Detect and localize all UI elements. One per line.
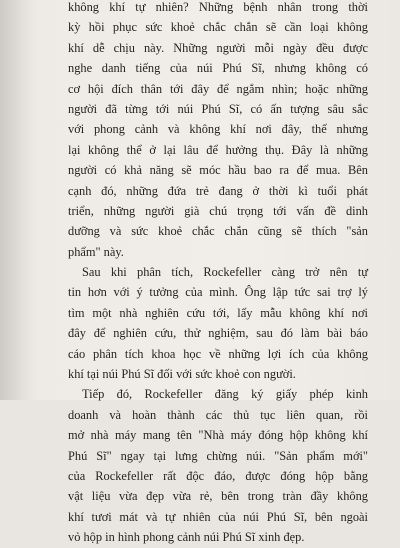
- text-line: khí tươi mát và tự nhiên của núi Phú Sĩ, bên ngoài: [68, 509, 368, 524]
- text-line: người đã từng tới núi Phú Sĩ, có ấn tượng sâu sắc: [68, 101, 368, 116]
- text-line: với phong cảnh và không khí nơi đây, thế nhưng: [68, 122, 368, 137]
- text-line: cạnh đó, những đứa trẻ đang ở thời kì tuổi phát: [68, 183, 368, 198]
- text-line: nghe danh tiếng của núi Phú Sĩ, nhưng không có: [68, 61, 368, 76]
- text-line: Phú Sĩ" ngay tại lưng chừng núi. "Sản phẩm mới": [68, 448, 368, 463]
- text-line: kỳ hồi phục sức khoẻ chắc chắn sẽ cần loại không: [68, 20, 368, 35]
- text-line: vật liệu vừa đẹp vừa rẻ, bên trong tràn đầy không: [68, 489, 368, 504]
- text-line: khí tại núi Phú Sĩ đối với sức khoẻ con người.: [68, 367, 296, 382]
- text-line: cáo phân tích khoa học về những lợi ích của không: [68, 346, 368, 361]
- text-line: dưỡng và sức khoẻ chắc chắn cũng sẽ thích "sản: [68, 224, 368, 239]
- paragraph: [68, 0, 368, 262]
- text-line: triển, những người già chú trọng tới vấn đề dinh: [68, 203, 368, 218]
- text-line: của Rockefeller rất độc đáo, được đóng hộp bằng: [68, 468, 368, 483]
- text-line: lại không thể ở lại lâu để hưởng thụ. Đây là những: [68, 142, 368, 157]
- paragraph: [68, 384, 368, 547]
- text-line: Sau khi phân tích, Rockefeller càng trở nên tự: [82, 265, 368, 280]
- text-line: tìm một nhà nghiên cứu tới, lấy mẫu không khí nơi: [68, 305, 368, 320]
- text-line: cơ hội đích thân tới đây để ngắm nhìn; hoặc những: [68, 81, 368, 96]
- text-line: phẩm" này.: [68, 244, 124, 259]
- body-text: [68, 0, 368, 548]
- text-line: tin hơn với ý tưởng của mình. Ông lập tức sai trợ lý: [68, 285, 368, 300]
- text-line: mở nhà máy mang tên "Nhà máy đóng hộp không khí: [68, 428, 368, 443]
- page-gutter-shadow: [0, 0, 40, 400]
- text-line: Tiếp đó, Rockefeller đăng ký giấy phép kinh: [82, 387, 368, 402]
- text-line: khí dễ chịu này. Những người mỗi ngày đều được: [68, 40, 368, 55]
- text-line: doanh và hoàn thành các thủ tục liên quan, rồi: [68, 407, 368, 422]
- text-line: đây để nghiên cứu, thử nghiệm, sau đó làm bài báo: [68, 326, 368, 341]
- text-line: vỏ hộp in hình phong cảnh núi Phú Sĩ xinh đẹp.: [68, 530, 305, 545]
- paragraph: [68, 262, 368, 384]
- text-line: không khí tự nhiên? Những bệnh nhân trong thời: [68, 0, 368, 14]
- text-line: người có khả năng sẽ móc hầu bao ra để mua. Bên: [68, 163, 368, 178]
